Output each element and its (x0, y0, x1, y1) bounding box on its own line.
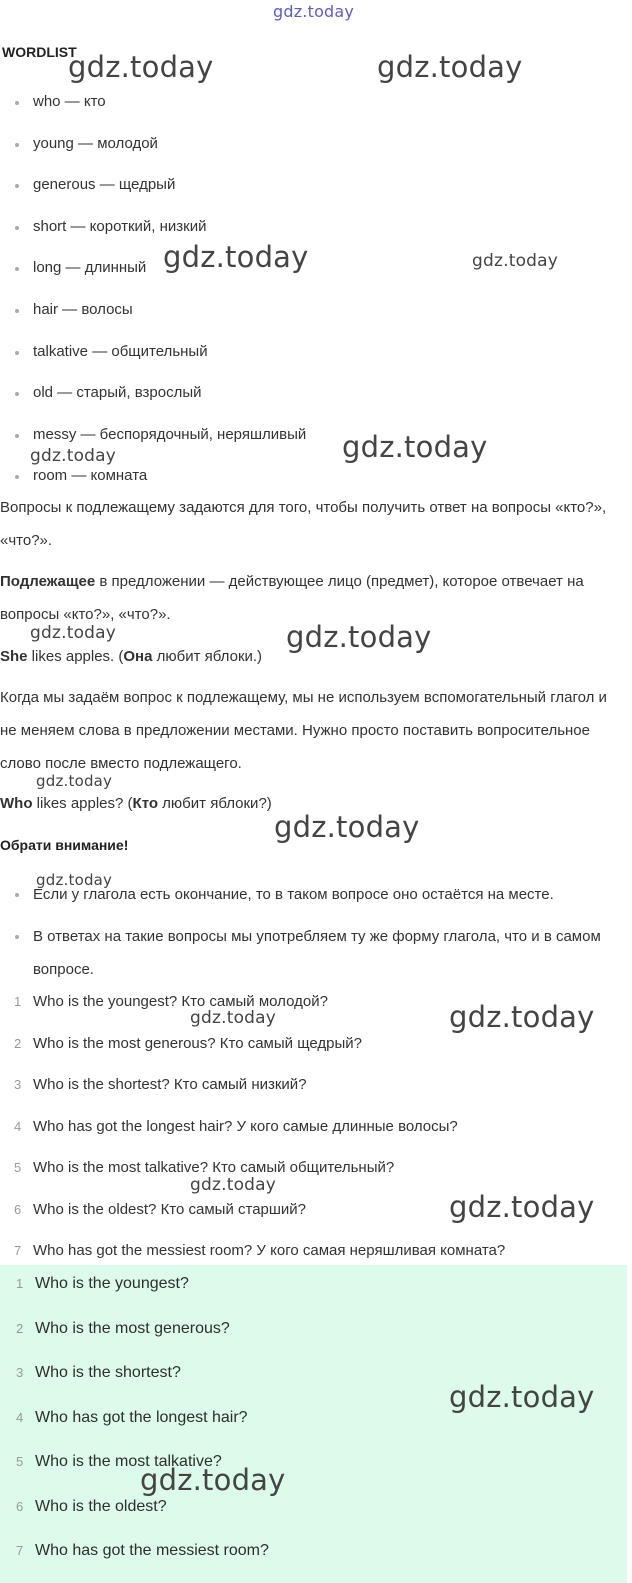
watermark: gdz.today (36, 772, 113, 790)
example-text-translation: любит яблоки.) (152, 648, 263, 665)
list-item (0, 1265, 627, 1310)
answer-text: Who has got the messiest room? (35, 1542, 269, 1559)
item-number: 6 (16, 1498, 24, 1514)
questions-list (0, 986, 630, 1277)
list-item (0, 986, 630, 1028)
item-number: 6 (14, 1201, 22, 1217)
list-item (0, 1069, 630, 1111)
question-text: Who is the oldest? Кто самый старший? (33, 1200, 307, 1218)
example-subject-translation: Она (123, 648, 153, 665)
item-number: 2 (16, 1320, 24, 1336)
watermark: gdz.today (140, 1463, 286, 1497)
list-item: short — короткий, низкий (0, 209, 630, 251)
item-number: 4 (14, 1118, 22, 1134)
question-text: Who is the most talkative? Кто самый общительный? (33, 1159, 395, 1176)
wordlist (0, 84, 630, 500)
list-item (0, 1488, 627, 1533)
notes-list (0, 878, 630, 995)
question-text: Who has got the messiest room? У кого самая неряшливая комната? (33, 1242, 506, 1259)
list-item: generous — щедрый (0, 167, 630, 209)
watermark: gdz.today (163, 240, 309, 274)
question-text: Who is the youngest? Кто самый молодой? (33, 993, 328, 1010)
answer-text: Who is the youngest? (35, 1275, 189, 1292)
list-item (0, 1028, 630, 1070)
watermark: gdz.today (449, 1000, 595, 1034)
paragraph-intro: Вопросы к подлежащему задаются для того, чтобы получить ответ на вопросы «кто?», «что?». (0, 499, 607, 549)
example-question-word-translation: Кто (132, 795, 159, 812)
item-number: 7 (16, 1543, 24, 1558)
item-number: 3 (14, 1077, 22, 1092)
question-text: Who is the shortest? Кто самый низкий? (33, 1076, 307, 1093)
item-number: 3 (16, 1365, 24, 1380)
list-item: talkative — общительный (0, 334, 630, 376)
list-item: В ответах на такие вопросы мы употребляем ту же форму глагола, что и в самом вопросе. (0, 920, 630, 986)
wordlist-heading: WORDLIST (2, 44, 77, 60)
watermark: gdz.today (190, 1008, 277, 1028)
example-question (0, 787, 626, 820)
answer-text: Who is the most talkative? (35, 1453, 222, 1470)
item-number: 5 (16, 1454, 24, 1469)
list-item (0, 1443, 627, 1488)
paragraph-rule: Когда мы задаём вопрос к подлежащему, мы не используем вспомогательный глагол и не меняем слова в предложении местами. Нужно просто поставить вопросительное слово после вместо подлежащего. (0, 689, 607, 772)
watermark: gdz.today (30, 446, 117, 466)
list-item: messy — беспорядочный, неряшливый (0, 417, 630, 459)
watermark: gdz.today (449, 1380, 595, 1414)
item-number: 4 (16, 1409, 24, 1425)
item-number: 1 (16, 1276, 24, 1291)
answer-text: Who is the most generous? (35, 1319, 230, 1337)
definition-text: в предложении — действующее лицо (предмет), которое отвечает на вопросы «кто?», «что?». (0, 573, 584, 623)
answers-panel (0, 1265, 627, 1583)
bold-term: Подлежащее (0, 573, 96, 590)
paragraph-definition (0, 565, 626, 631)
list-item (0, 1532, 627, 1577)
watermark: gdz.today (472, 251, 559, 271)
example-text: likes apples. ( (27, 648, 124, 665)
list-item: old — старый, взрослый (0, 375, 630, 417)
list-item: young — молодой (0, 126, 630, 168)
example-question-text: likes apples? ( (32, 795, 133, 812)
question-text: Who has got the longest hair? У кого самые длинные волосы? (33, 1117, 458, 1135)
item-number: 7 (14, 1243, 22, 1258)
watermark: gdz.today (286, 620, 432, 654)
list-item (0, 1111, 630, 1153)
list-item: Если у глагола есть окончание, то в таком вопросе оно остаётся на месте. (0, 878, 630, 911)
list-item (0, 1194, 630, 1236)
watermark: gdz.today (190, 1175, 277, 1195)
example-question-word: Who (0, 795, 33, 812)
question-text: Who is the most generous? Кто самый щедрый? (33, 1034, 362, 1052)
list-item: hair — волосы (0, 292, 630, 334)
watermark: gdz.today (36, 871, 113, 889)
list-item (0, 1310, 627, 1355)
example-statement (0, 640, 626, 673)
list-item: who — кто (0, 84, 630, 126)
note-heading: Обрати внимание! (0, 837, 129, 853)
watermark: gdz.today (68, 50, 214, 84)
watermark: gdz.today (274, 810, 420, 844)
watermark: gdz.today (449, 1190, 595, 1224)
answer-text: Who is the shortest? (35, 1364, 181, 1381)
watermark-top: gdz.today (273, 2, 355, 21)
example-question-translation: любит яблоки?) (158, 795, 272, 812)
answers-list (0, 1265, 627, 1577)
watermark: gdz.today (30, 623, 117, 643)
answer-text: Who is the oldest? (35, 1497, 167, 1515)
list-item: room — комната (0, 458, 630, 500)
answer-text: Who has got the longest hair? (35, 1408, 248, 1426)
list-item: long — длинный (0, 250, 630, 292)
item-number: 2 (14, 1035, 22, 1051)
watermark: gdz.today (342, 430, 488, 464)
example-subject: She (0, 648, 28, 665)
item-number: 5 (14, 1160, 22, 1175)
watermark: gdz.today (377, 50, 523, 84)
item-number: 1 (14, 994, 22, 1009)
list-item (0, 1152, 630, 1194)
